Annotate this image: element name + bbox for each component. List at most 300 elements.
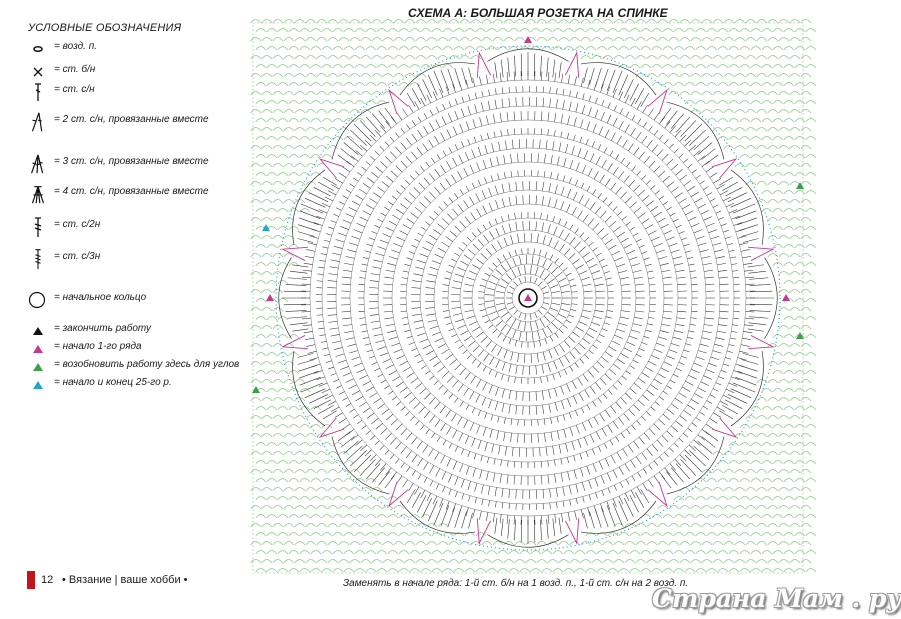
stitch-mark xyxy=(627,162,631,167)
mesh-loop xyxy=(273,20,283,24)
stitch-mark xyxy=(633,270,642,272)
stitch-mark xyxy=(745,318,754,319)
stitch-mark xyxy=(430,326,439,329)
stitch-mark xyxy=(631,460,636,468)
stitch-mark xyxy=(642,136,647,143)
mesh-loop xyxy=(300,191,310,195)
stitch-mark xyxy=(516,365,517,374)
mesh-loop xyxy=(278,299,288,303)
mesh-loop xyxy=(757,38,767,42)
stitch-mark xyxy=(654,113,659,120)
stitch-mark xyxy=(390,454,394,459)
mesh-loop xyxy=(251,380,261,384)
stitch-mark xyxy=(406,124,409,129)
mesh-loop xyxy=(333,479,343,483)
decrease-point xyxy=(565,518,578,543)
stitch-mark xyxy=(694,230,702,233)
stitch-mark xyxy=(507,475,508,484)
mesh-loop xyxy=(784,389,794,393)
stitch-mark xyxy=(486,75,488,84)
mesh-loop xyxy=(779,254,789,258)
stitch-mark xyxy=(390,152,396,159)
stitch-mark xyxy=(605,410,610,417)
fan-stitch xyxy=(722,182,737,191)
fan-stitch xyxy=(323,411,337,419)
mesh-loop xyxy=(784,191,794,195)
mesh-loop xyxy=(790,236,800,240)
mesh-loop xyxy=(806,317,816,321)
fan-stitch xyxy=(299,218,319,225)
stitch-mark xyxy=(380,162,387,168)
mesh-loop xyxy=(559,20,569,24)
fan-stitch xyxy=(735,377,756,385)
stitch-mark xyxy=(590,386,595,393)
stitch-mark xyxy=(579,271,587,275)
stitch-mark xyxy=(530,314,531,320)
stitch-mark xyxy=(594,171,598,179)
stitch-mark xyxy=(572,207,576,215)
mesh-loop xyxy=(751,101,761,105)
mesh-loop xyxy=(625,560,635,564)
stitch-mark xyxy=(575,410,577,416)
mesh-loop xyxy=(773,137,783,141)
mesh-loop xyxy=(801,362,811,366)
stitch-mark xyxy=(538,434,539,443)
stitch-mark xyxy=(683,159,688,163)
stitch-mark xyxy=(604,323,610,325)
stitch-mark xyxy=(639,245,644,247)
mesh-loop xyxy=(322,47,332,51)
mesh-loop xyxy=(696,497,706,501)
stitch-mark xyxy=(429,416,435,423)
stitch-mark xyxy=(601,476,604,484)
mesh-loop xyxy=(405,560,415,564)
mesh-loop xyxy=(597,47,607,51)
stitch-mark xyxy=(630,227,635,230)
stitch-mark xyxy=(634,207,641,213)
stitch-mark xyxy=(432,332,440,335)
stitch-mark xyxy=(321,253,327,254)
stitch-mark xyxy=(572,441,575,450)
fan-stitch xyxy=(635,88,644,103)
stitch-mark xyxy=(492,316,500,321)
stitch-mark xyxy=(609,221,616,227)
mesh-loop xyxy=(262,560,272,564)
cyan-triangle-icon xyxy=(26,374,50,396)
stitch-mark xyxy=(558,278,566,282)
stitch-mark xyxy=(411,152,417,159)
stitch-mark xyxy=(677,318,686,319)
stitch-mark xyxy=(403,480,408,488)
stitch-mark xyxy=(374,260,383,262)
mesh-loop xyxy=(746,20,756,24)
mesh-loop xyxy=(289,65,299,69)
mesh-loop xyxy=(806,443,816,447)
mesh-loop xyxy=(416,20,426,24)
stitch-mark xyxy=(632,476,635,481)
stitch-mark xyxy=(489,400,492,408)
mesh-loop xyxy=(322,101,332,105)
stitch-mark xyxy=(363,183,370,188)
mesh-loop xyxy=(300,443,310,447)
stitch-mark xyxy=(397,476,402,483)
fan-stitch xyxy=(354,455,371,472)
stitch-mark xyxy=(671,187,678,192)
stitch-mark xyxy=(461,479,464,487)
mesh-loop xyxy=(256,191,266,195)
stitch-mark xyxy=(478,147,481,156)
mesh-loop xyxy=(773,47,783,51)
mesh-loop xyxy=(284,524,294,528)
mesh-loop xyxy=(284,200,294,204)
stitch-mark xyxy=(429,398,435,405)
stitch-mark xyxy=(621,192,627,199)
mesh-loop xyxy=(311,461,321,465)
fan-stitch xyxy=(299,371,319,378)
mesh-loop xyxy=(779,362,789,366)
stitch-mark xyxy=(555,403,557,412)
mesh-loop xyxy=(641,47,651,51)
stitch-mark xyxy=(426,288,435,289)
mesh-loop xyxy=(377,569,387,573)
stitch-mark xyxy=(509,503,510,509)
stitch-mark xyxy=(541,307,546,310)
mesh-loop xyxy=(344,29,354,33)
stitch-mark xyxy=(525,322,526,331)
stitch-mark xyxy=(710,173,718,178)
stitch-mark xyxy=(625,197,631,203)
mesh-loop xyxy=(564,569,574,573)
stitch-mark xyxy=(477,379,482,387)
mesh-loop xyxy=(267,65,277,69)
mesh-loop xyxy=(553,569,563,573)
mesh-loop xyxy=(322,533,332,537)
fan-stitch xyxy=(676,464,690,480)
stitch-mark xyxy=(468,451,470,457)
stitch-mark xyxy=(605,130,609,138)
stitch-mark xyxy=(451,414,456,422)
mesh-loop xyxy=(696,65,706,69)
stitch-mark xyxy=(331,260,340,262)
stitch-mark xyxy=(541,476,542,485)
fan-stitch xyxy=(749,271,766,273)
stitch-mark xyxy=(444,202,448,207)
mesh-loop xyxy=(471,560,481,564)
mesh-loop xyxy=(278,47,288,51)
stitch-mark xyxy=(502,88,503,94)
mesh-loop xyxy=(702,488,712,492)
stitch-mark xyxy=(376,423,383,429)
stitch-mark xyxy=(711,357,720,360)
mesh-loop xyxy=(740,533,750,537)
stitch-mark xyxy=(349,207,357,211)
stitch-mark xyxy=(551,172,552,178)
mesh-loop xyxy=(713,92,723,96)
mesh-loop xyxy=(251,326,261,330)
stitch-mark xyxy=(658,171,665,177)
stitch-mark xyxy=(443,104,445,109)
mesh-loop xyxy=(394,542,404,546)
stitch-mark xyxy=(661,270,670,272)
mesh-loop xyxy=(663,515,673,519)
mesh-loop xyxy=(460,20,470,24)
stitch-mark xyxy=(479,76,481,85)
stitch-mark xyxy=(496,228,500,236)
mesh-loop xyxy=(322,569,332,573)
stitch-mark xyxy=(417,260,426,263)
mesh-loop xyxy=(339,20,349,24)
stitch-mark xyxy=(565,355,570,363)
stitch-mark xyxy=(412,471,415,476)
stitch-mark xyxy=(434,211,438,215)
mesh-loop xyxy=(713,74,723,78)
mesh-loop xyxy=(377,29,387,33)
stitch-mark xyxy=(687,257,693,258)
mesh-loop xyxy=(806,407,816,411)
stitch-mark xyxy=(483,225,486,230)
stitch-mark xyxy=(669,144,673,148)
stitch-mark xyxy=(442,349,450,354)
mesh-loop xyxy=(729,119,739,123)
stitch-mark xyxy=(544,171,545,177)
mesh-loop xyxy=(773,155,783,159)
stitch-mark xyxy=(426,281,435,283)
stitch-mark xyxy=(504,155,506,164)
mesh-loop xyxy=(762,515,772,519)
stitch-mark xyxy=(547,214,548,220)
fan-stitch xyxy=(292,265,308,267)
stitch-mark xyxy=(472,183,475,188)
stitch-mark xyxy=(375,340,384,343)
mesh-loop xyxy=(300,83,310,87)
stitch-mark xyxy=(542,391,543,400)
mesh-loop xyxy=(328,470,338,474)
stitch-mark xyxy=(602,329,608,331)
mesh-loop xyxy=(746,488,756,492)
stitch-mark xyxy=(547,263,552,270)
stitch-mark xyxy=(676,368,681,371)
mesh-loop xyxy=(262,254,272,258)
stitch-mark xyxy=(344,331,353,333)
mesh-loop xyxy=(685,101,695,105)
mesh-loop xyxy=(256,263,266,267)
stitch-mark xyxy=(405,264,411,266)
stitch-mark xyxy=(569,253,576,259)
stitch-mark xyxy=(654,243,662,246)
stitch-mark xyxy=(363,408,370,413)
mesh-loop xyxy=(647,20,657,24)
stitch-mark xyxy=(595,110,598,118)
mesh-loop xyxy=(575,569,585,573)
stitch-mark xyxy=(551,418,552,424)
mesh-loop xyxy=(729,65,739,69)
stitch-mark xyxy=(727,243,733,245)
stitch-mark xyxy=(441,133,445,141)
stitch-mark xyxy=(466,466,469,474)
mesh-loop xyxy=(779,452,789,456)
stitch-mark xyxy=(619,171,624,178)
mesh-loop xyxy=(784,119,794,123)
stitch-mark xyxy=(580,468,583,477)
mesh-loop xyxy=(790,362,800,366)
stitch-mark xyxy=(483,366,486,371)
stitch-mark xyxy=(730,338,736,339)
mesh-loop xyxy=(718,461,728,465)
stitch-mark xyxy=(539,250,541,256)
stitch-mark xyxy=(343,424,350,429)
stitch-mark xyxy=(361,426,366,430)
stitch-mark xyxy=(396,209,403,214)
stitch-mark xyxy=(440,406,445,413)
mesh-loop xyxy=(256,29,266,33)
mesh-loop xyxy=(289,29,299,33)
mesh-loop xyxy=(251,416,261,420)
stitch-mark xyxy=(489,90,490,96)
mesh-loop xyxy=(306,20,316,24)
stitch-mark xyxy=(453,158,457,166)
mesh-loop xyxy=(306,128,316,132)
mesh-loop xyxy=(273,542,283,546)
stitch-mark xyxy=(617,264,625,267)
stitch-mark xyxy=(563,89,564,95)
stitch-mark xyxy=(506,316,512,323)
mesh-loop xyxy=(256,281,266,285)
mesh-loop xyxy=(306,542,316,546)
mesh-loop xyxy=(680,92,690,96)
mesh-loop xyxy=(691,524,701,528)
stitch-mark xyxy=(496,321,503,327)
stitch-mark xyxy=(587,466,590,474)
mesh-loop xyxy=(614,560,624,564)
stitch-mark xyxy=(643,122,646,127)
mesh-loop xyxy=(289,551,299,555)
stitch-mark xyxy=(490,158,492,167)
mesh-loop xyxy=(454,569,464,573)
stitch-mark xyxy=(449,489,451,495)
stitch-mark xyxy=(351,156,358,162)
fan-stitch xyxy=(434,503,443,525)
stitch-mark xyxy=(351,236,359,239)
stitch-mark xyxy=(423,445,428,452)
fan-stitch xyxy=(743,238,758,242)
mesh-loop xyxy=(306,434,316,438)
mesh-loop xyxy=(757,506,767,510)
mesh-loop xyxy=(311,551,321,555)
stitch-mark xyxy=(467,355,471,359)
fan-stitch xyxy=(590,68,595,85)
mesh-loop xyxy=(768,434,778,438)
stitch-mark xyxy=(391,117,396,124)
mesh-loop xyxy=(487,569,497,573)
fan-stitch xyxy=(748,329,764,331)
mesh-loop xyxy=(669,524,679,528)
mesh-loop xyxy=(416,542,426,546)
mesh-loop xyxy=(806,65,816,69)
stitch-mark xyxy=(655,190,660,194)
stitch-mark xyxy=(388,391,393,394)
mesh-loop xyxy=(751,533,761,537)
mesh-loop xyxy=(768,200,778,204)
stitch-mark xyxy=(342,284,351,285)
mesh-loop xyxy=(674,569,684,573)
stitch-mark xyxy=(360,217,368,221)
stitch-mark xyxy=(363,211,371,215)
mesh-loop xyxy=(278,569,288,573)
stitch-mark xyxy=(401,128,405,133)
stitch-mark xyxy=(619,323,628,325)
stitch-mark xyxy=(396,402,401,406)
mesh-loop xyxy=(559,38,569,42)
mesh-loop xyxy=(773,83,783,87)
stitch-mark xyxy=(340,226,348,229)
stitch-mark xyxy=(597,228,604,234)
mesh-loop xyxy=(262,326,272,330)
stitch-mark xyxy=(632,115,635,120)
stitch-mark xyxy=(590,202,595,209)
stitch-mark xyxy=(544,316,550,323)
fan-stitch xyxy=(559,62,561,78)
stitch-mark xyxy=(647,390,654,396)
stitch-mark xyxy=(695,198,703,202)
stitch-mark xyxy=(369,356,375,358)
stitch-mark xyxy=(480,285,486,287)
stitch-mark xyxy=(540,139,541,148)
mesh-loop xyxy=(790,452,800,456)
mesh-loop xyxy=(289,83,299,87)
stitch-mark xyxy=(596,291,605,292)
mesh-loop xyxy=(262,218,272,222)
mesh-loop xyxy=(713,524,723,528)
fan-stitch xyxy=(738,218,758,225)
stitch-mark xyxy=(435,338,443,342)
mesh-loop xyxy=(262,56,272,60)
mesh-loop xyxy=(355,119,365,123)
stitch-mark xyxy=(489,221,492,226)
stitch-mark xyxy=(635,284,644,285)
stitch-mark xyxy=(702,256,711,258)
stitch-mark xyxy=(492,344,497,351)
stitch-mark xyxy=(486,248,492,255)
stitch-mark xyxy=(511,154,512,163)
stitch-mark xyxy=(540,319,545,327)
stitch-mark xyxy=(621,238,629,243)
mesh-loop xyxy=(696,569,706,573)
stitch-mark xyxy=(455,274,464,277)
stitch-mark xyxy=(688,186,695,191)
stitch-mark xyxy=(679,231,685,233)
stitch-mark xyxy=(451,259,456,262)
stitch-mark xyxy=(714,344,723,346)
stitch-mark xyxy=(415,267,424,269)
mesh-loop xyxy=(762,47,772,51)
mesh-loop xyxy=(289,407,299,411)
mesh-loop xyxy=(344,515,354,519)
mesh-loop xyxy=(295,92,305,96)
stitch-mark xyxy=(691,192,699,197)
stitch-mark xyxy=(561,187,564,196)
stitch-mark xyxy=(607,285,613,286)
stitch-mark xyxy=(473,119,476,128)
mesh-loop xyxy=(328,128,338,132)
stitch-mark xyxy=(505,141,506,150)
mesh-loop xyxy=(251,20,261,24)
stitch-mark xyxy=(500,113,501,122)
stitch-mark xyxy=(411,308,420,309)
stitch-mark xyxy=(488,268,493,272)
stitch-mark xyxy=(509,252,511,258)
stitch-mark xyxy=(570,160,573,169)
mesh-loop xyxy=(696,101,706,105)
